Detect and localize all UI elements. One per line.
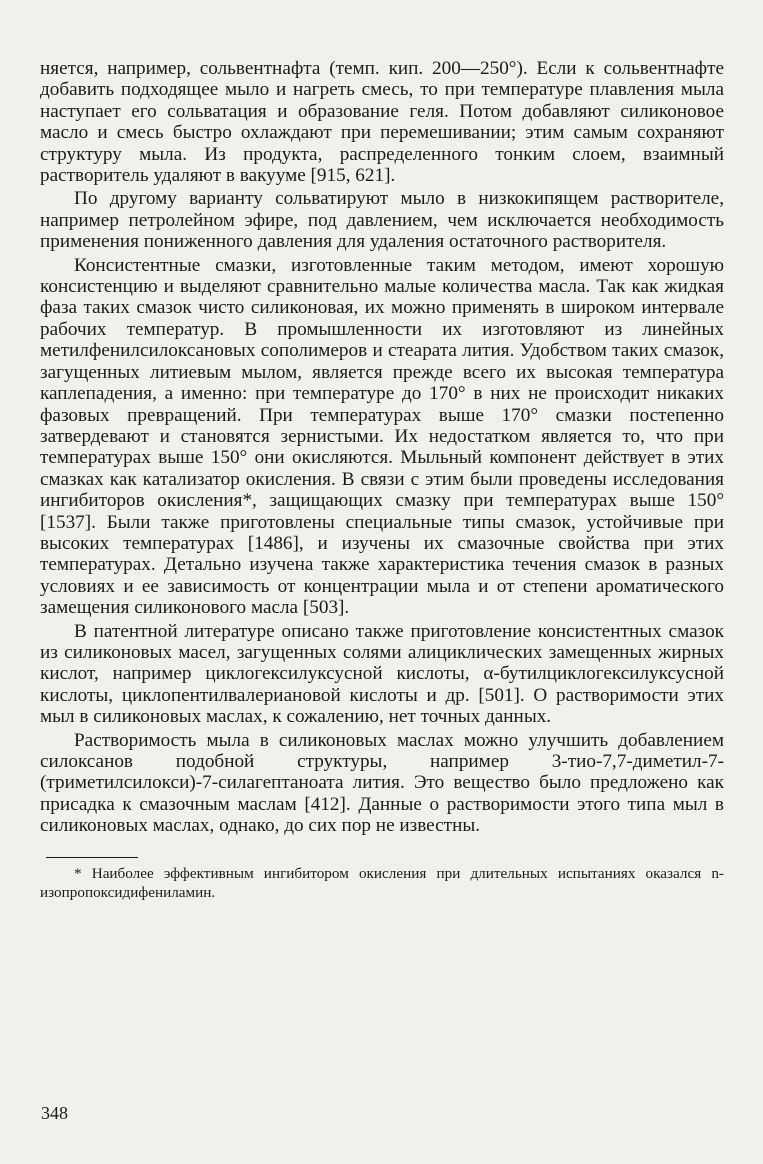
paragraph-3: Консистентные смазки, изготовленные таким методом, имеют хорошую консистенцию и выделяют сравнительно малые количества масла. Так как жидкая фаза таких смазок чисто силиконовая, их можно применять в широком интервале рабочих температур. В промышленности их изготовляют из линейных метилфенилсилоксановых сополимеров и стеарата лития. Удобством таких смазок, загущенных литиевым мылом, является прежде всего их высокая температура каплепадения, а именно: при температуре до 170° в них не происходит никаких фазовых превращений. При температурах выше 170° смазки постепенно затвердевают и становятся зернистыми. Их недостатком является то, что при температурах выше 150° они окисляются. Мыльный компонент действует в этих смазках как катализатор окисления. В связи с этим были проведены исследования ингибиторов окисления*, защищающих смазку при температурах выше 150° [1537]. Были также приготовлены специальные типы смазок, устойчивые при высоких температурах [1486], и изучены их смазочные свойства при этих температурах. Детально изучена также характеристика течения смазок в разных условиях и ее зависимость от концентрации мыла и от степени ароматического замещения силиконового масла [503]. — [40, 254, 724, 619]
footnote-divider — [46, 857, 138, 858]
footnote: * Наиболее эффективным ингибитором окисления при длительных испытаниях оказался n-изопропоксидифениламин. — [40, 864, 724, 901]
paragraph-2: По другому варианту сольватируют мыло в низкокипящем растворителе, например петролейном эфире, под давлением, чем исключается необходимость применения пониженного давления для удаления остаточного растворителя. — [40, 188, 724, 253]
page-number: 348 — [41, 1103, 68, 1123]
page-text — [40, 58, 724, 902]
paragraph-1: няется, например, сольвентнафта (темп. кип. 200—250°). Если к сольвентнафте добавить подходящее мыло и нагреть смесь, то при температуре плавления мыла наступает его сольватация и образование геля. Потом добавляют силиконовое масло и смесь быстро охлаждают при перемешивании; этим самым сохраняют структуру мыла. Из продукта, распределенного тонким слоем, взаимный растворитель удаляют в вакууме [915, 621]. — [40, 58, 724, 187]
paragraph-5: Растворимость мыла в силиконовых маслах можно улучшить добавлением силоксанов подобной структуры, например 3-тио-7,7-диметил-7-(триметилсилокси)-7-силагептаноата лития. Это вещество было предложено как присадка к смазочным маслам [412]. Данные о растворимости этого типа мыл в силиконовых маслах, однако, до сих пор не известны. — [40, 729, 724, 837]
paragraph-4: В патентной литературе описано также приготовление консистентных смазок из силиконовых масел, загущенных солями алициклических замещенных жирных кислот, например циклогексилуксусной кислоты, α-бутилциклогексилуксусной кислоты, циклопентилвалериановой кислоты и др. [501]. О растворимости этих мыл в силиконовых маслах, к сожалению, нет точных данных. — [40, 620, 724, 728]
